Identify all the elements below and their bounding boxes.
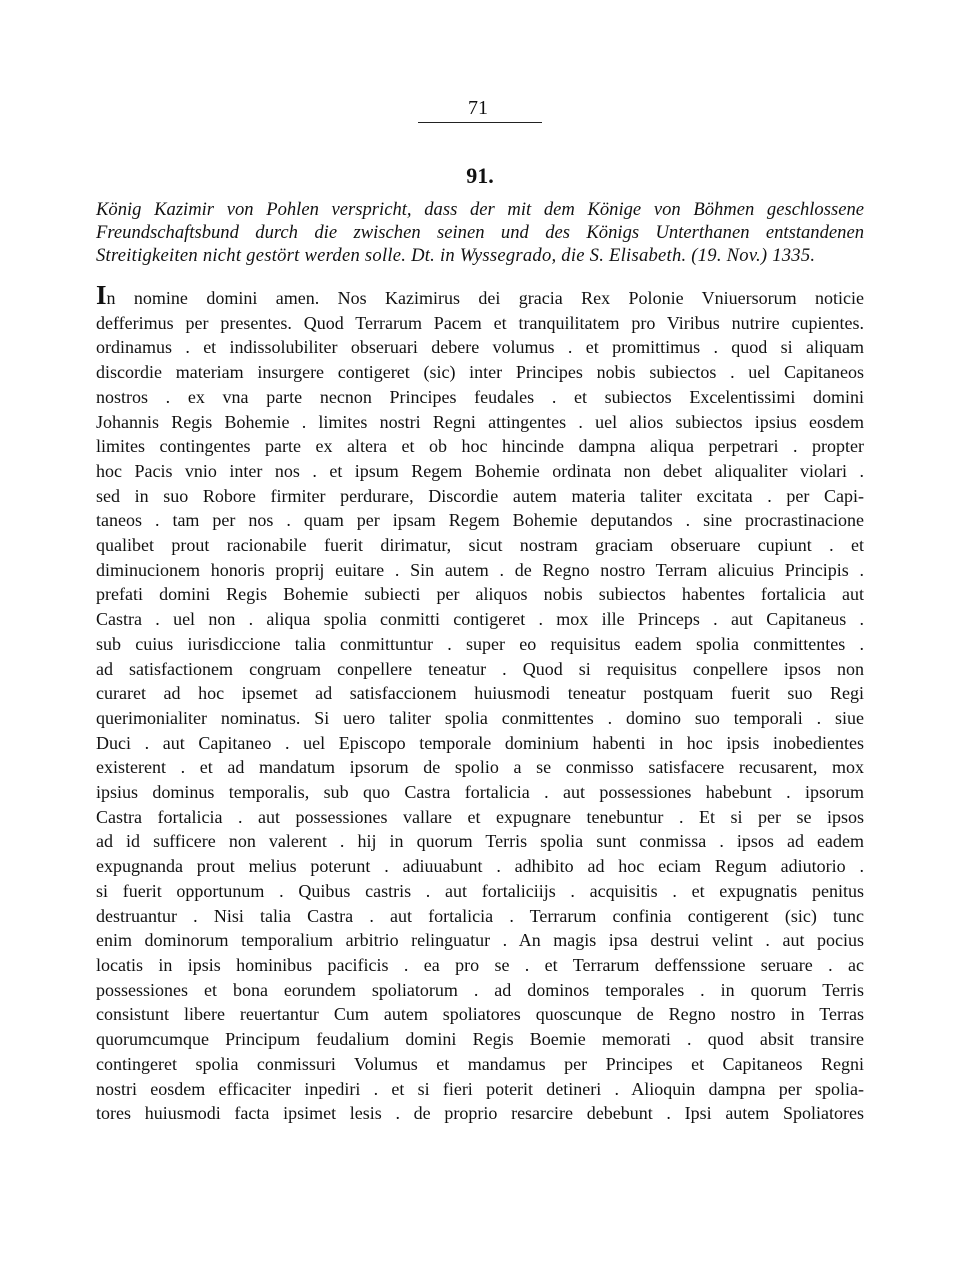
body-line: enim dominorum temporalium arbitrio relinguatur . An magis ipsa destrui velint . aut pocius: [96, 930, 864, 951]
body-line-text: n nomine domini amen. Nos Kazimirus dei gracia Rex Polonie Vniuersorum noticie: [106, 288, 864, 308]
body-line: sed in suo Robore firmiter perdurare, Discordie autem materia taliter excitata . per Capi-: [96, 485, 864, 506]
body-line: querimonialiter nominatus. Si uero taliter spolia conmittentes . domino suo temporali . siue: [96, 707, 864, 728]
initial-letter: I: [96, 280, 107, 310]
body-line: si fuerit opportunum . Quibus castris . aut fortaliciijs . acquisitis . et expugnatis penitus: [96, 880, 864, 901]
body-line: [96, 280, 864, 311]
body-line: consistunt libere reuertantur Cum autem spoliatores quoscunque de Regno nostro in Terras: [96, 1004, 864, 1025]
abstract-line: König Kazimir von Pohlen verspricht, dass der mit dem Könige von Böhmen geschlossene: [96, 199, 864, 220]
body-line: taneos . tam per nos . quam per ipsam Regem Bohemie deputandos . sine procrastinacione: [96, 510, 864, 531]
header-rule: [418, 122, 542, 123]
body-line: ipsius dominus temporalis, sub quo Castra fortalicia . aut possessiones habebunt . ipsorum: [96, 782, 864, 803]
body-line: contingeret spolia conmissuri Volumus et mandamus per Principes et Capitaneos Regni: [96, 1053, 864, 1074]
body-line: Castra . uel non . aliqua spolia conmitti contigeret . mox ille Princeps . aut Capitaneus .: [96, 609, 864, 630]
body-line: possessiones et bona eorundem spoliatorum . ad dominos temporales . in quorum Terris: [96, 979, 864, 1000]
body-line: defferimus per presentes. Quod Terrarum Pacem et tranquilitatem pro Viribus nutrire cupientes.: [96, 312, 864, 333]
body-line: tores huiusmodi facta ipsimet lesis . de proprio resarcire debebunt . Ipsi autem Spoliatores: [96, 1103, 864, 1124]
abstract-line: Streitigkeiten nicht gestört werden solle. Dt. in Wyssegrado, die S. Elisabeth. (19. Nov.) 1335.: [96, 245, 816, 266]
body-line: limites contingentes parte ex altera et ob hoc hincinde dampna aliqua perpetrari . propter: [96, 436, 864, 457]
body-line: qualibet prout racionabile fuerit dirimatur, sicut nostram graciam obseruare cupiunt . et: [96, 535, 864, 556]
body-line: destruantur . Nisi talia Castra . aut fortalicia . Terrarum confinia contigerent (sic) tunc: [96, 905, 864, 926]
body-line: Duci . aut Capitaneo . uel Episcopo temporale dominium habenti in hoc ipsis inobedientes: [96, 732, 864, 753]
body-line: ad satisfactionem congruam conpellere teneatur . Quod si requisitus conpellere ipsos non: [96, 658, 864, 679]
document-page: [96, 96, 864, 1126]
body-line: diminucionem honoris proprij euitare . Sin autem . de Regno nostro Terram alicuius Principis .: [96, 559, 864, 580]
document-body: [96, 280, 864, 1126]
body-line: nostri eosdem efficaciter inpediri . et si fieri poterit detineri . Alioquin dampna per spolia-: [96, 1078, 864, 1099]
body-line: existerent . et ad mandatum ipsorum de spolio a se conmisso satisfacere recusarent, mox: [96, 757, 864, 778]
body-line: Castra fortalicia . aut possessiones vallare et expugnare tenebuntur . Et si per se ipsos: [96, 806, 864, 827]
body-line: hoc Pacis vnio inter nos . et ipsum Regem Bohemie ordinata non debet aliqualiter violari .: [96, 460, 864, 481]
body-line: nostros . ex vna parte necnon Principes feudales . et subiectos Excelentissimi domini: [96, 386, 864, 407]
body-line: discordie materiam insurgere contigeret (sic) inter Principes nobis subiectos . uel Capitaneos: [96, 362, 864, 383]
document-number: 91.: [466, 163, 494, 188]
body-line: ordinamus . et indissolubiliter obseruari debere volumus . et promittimus . quod si aliquam: [96, 337, 864, 358]
body-line: ad id sufficere non valerent . hij in quorum Terris spolia sunt conmissa . ipsos ad eadem: [96, 831, 864, 852]
body-line: Johannis Regis Bohemie . limites nostri Regni attingentes . uel alios subiectos ipsius eosdem: [96, 411, 864, 432]
body-line: sub cuius iurisdiccione talia conmittuntur . super eo requisitus eadem spolia conmittentes .: [96, 633, 864, 654]
body-line: expugnanda prout melius poterunt . adiuuabunt . adhibito ad hoc eciam Regum adiutorio .: [96, 856, 864, 877]
page-number: 71: [468, 97, 488, 119]
document-abstract: [96, 198, 864, 267]
body-line: prefati domini Regis Bohemie subiecti per aliquos nobis subiectos habentes fortalicia aut: [96, 584, 864, 605]
body-line: locatis in ipsis hominibus pacificis . ea pro se . et Terrarum deffenssione seruare . ac: [96, 954, 864, 975]
body-line: curaret ad hoc ipsemet ad satisfaccionem huiusmodi teneatur postquam fuerit suo Regi: [96, 683, 864, 704]
abstract-line: Freundschaftsbund durch die zwischen seinen und des Königs Unterthanen entstandenen: [96, 222, 864, 243]
body-line: quorumcumque Principum feudalium domini Regis Boemie memorati . quod absit transire: [96, 1029, 864, 1050]
